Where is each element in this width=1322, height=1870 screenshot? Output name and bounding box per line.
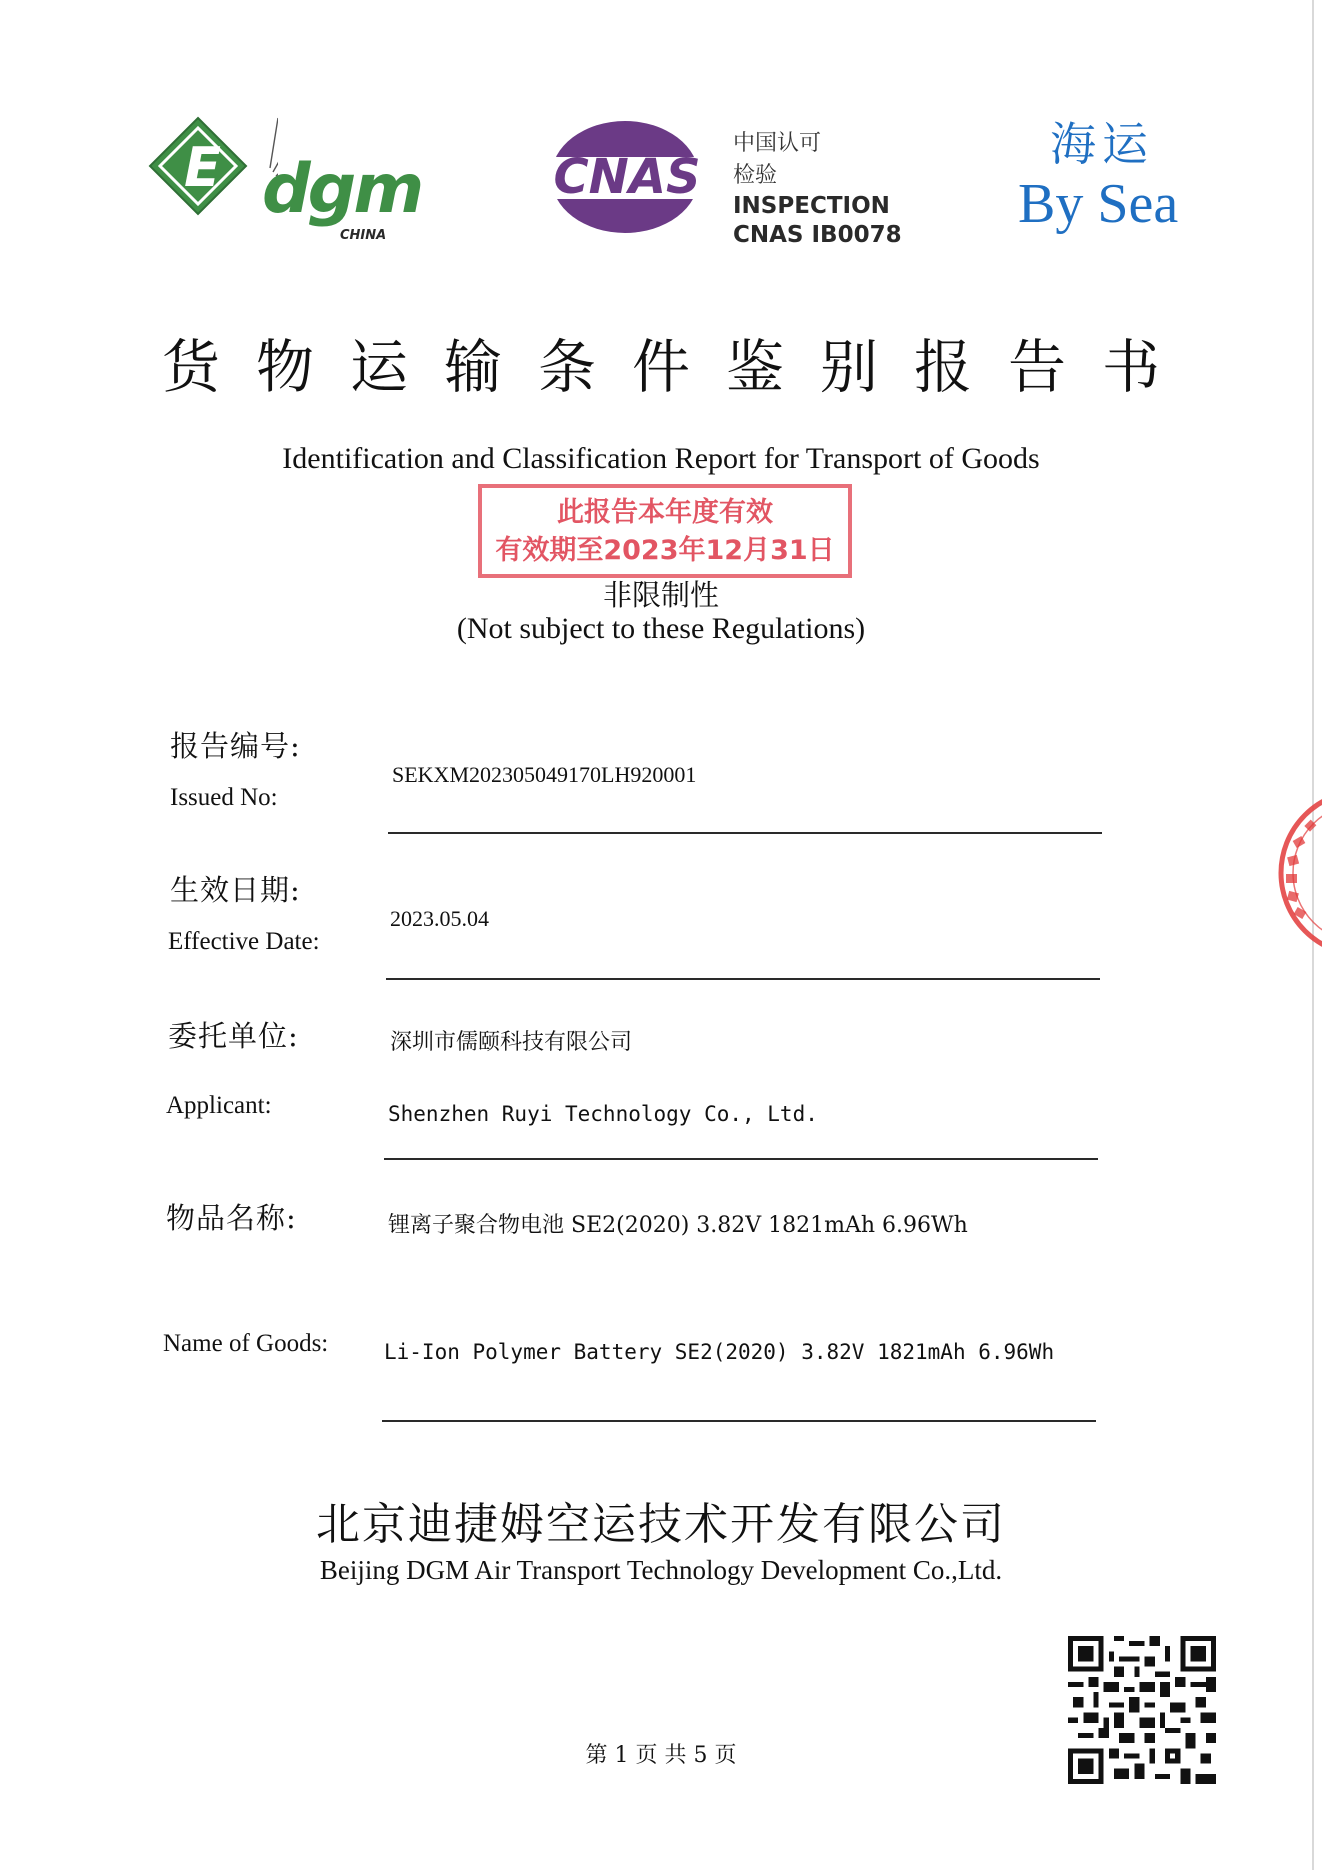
cnas-en-line2: CNAS IB0078 (733, 222, 902, 248)
effective-date-value: 2023.05.04 (390, 906, 489, 931)
dgm-logo-icon (148, 110, 278, 240)
cnas-cn-line2: 检验 (733, 163, 778, 188)
goods-value-cn: 锂离子聚合物电池 SE2(2020) 3.82V 1821mAh 6.96Wh (388, 1213, 968, 1238)
effective-date-label-en: Effective Date: (168, 928, 320, 955)
dgm-logo-text: dgm (262, 150, 422, 229)
validity-stamp (478, 484, 852, 578)
company-name-en: Beijing DGM Air Transport Technology Development Co.,Ltd. (319, 1555, 1003, 1585)
applicant-value-cn: 深圳市儒颐科技有限公司 (390, 1030, 633, 1055)
goods-label-en: Name of Goods: (163, 1330, 329, 1357)
dgm-logo-sub: CHINA (340, 228, 387, 243)
effective-date-underline (386, 978, 1100, 980)
cnas-en-line1: INSPECTION (733, 193, 890, 219)
transport-mode-cn: 海运 (1050, 117, 1154, 171)
page-number: 第 1 页 共 5 页 (585, 1743, 737, 1768)
goods-value-en: Li-Ion Polymer Battery SE2(2020) 3.82V 1821mAh 6.96Wh (384, 1340, 1055, 1364)
issued-no-label-cn: 报告编号: (170, 729, 301, 763)
issued-no-value: SEKXM202305049170LH920001 (392, 762, 697, 787)
goods-label-cn: 物品名称: (166, 1201, 297, 1235)
cnas-cn-text (733, 128, 821, 192)
svg-text:E: E (184, 136, 221, 199)
company-seal-icon (1268, 778, 1322, 968)
cnas-en-text (733, 192, 902, 250)
transport-mode-en: By Sea (1018, 173, 1179, 235)
effective-date-label-cn: 生效日期: (170, 873, 301, 907)
issued-no-underline (388, 832, 1102, 834)
cnas-cn-line1: 中国认可 (733, 131, 822, 156)
classification-cn: 非限制性 (602, 578, 719, 612)
cnas-logo-text: CNAS (553, 149, 701, 205)
report-title-en: Identification and Classification Report for Transport of Goods (282, 442, 1040, 475)
issued-no-label-en: Issued No: (170, 784, 278, 811)
validity-stamp-line2: 有效期至2023年12月31日 (495, 535, 835, 566)
classification-en: (Not subject to these Regulations) (456, 612, 866, 645)
report-title-cn: 货物运输条件鉴别报告书 (161, 333, 1196, 401)
applicant-label-cn: 委托单位: (168, 1019, 299, 1053)
applicant-label-en: Applicant: (166, 1092, 272, 1119)
applicant-value-en: Shenzhen Ruyi Technology Co., Ltd. (388, 1102, 818, 1126)
company-name-cn: 北京迪捷姆空运技术开发有限公司 (316, 1499, 1006, 1550)
applicant-underline (384, 1158, 1098, 1160)
cnas-logo-icon (545, 115, 710, 240)
validity-stamp-line1: 此报告本年度有效 (557, 497, 773, 528)
goods-underline (382, 1420, 1096, 1422)
